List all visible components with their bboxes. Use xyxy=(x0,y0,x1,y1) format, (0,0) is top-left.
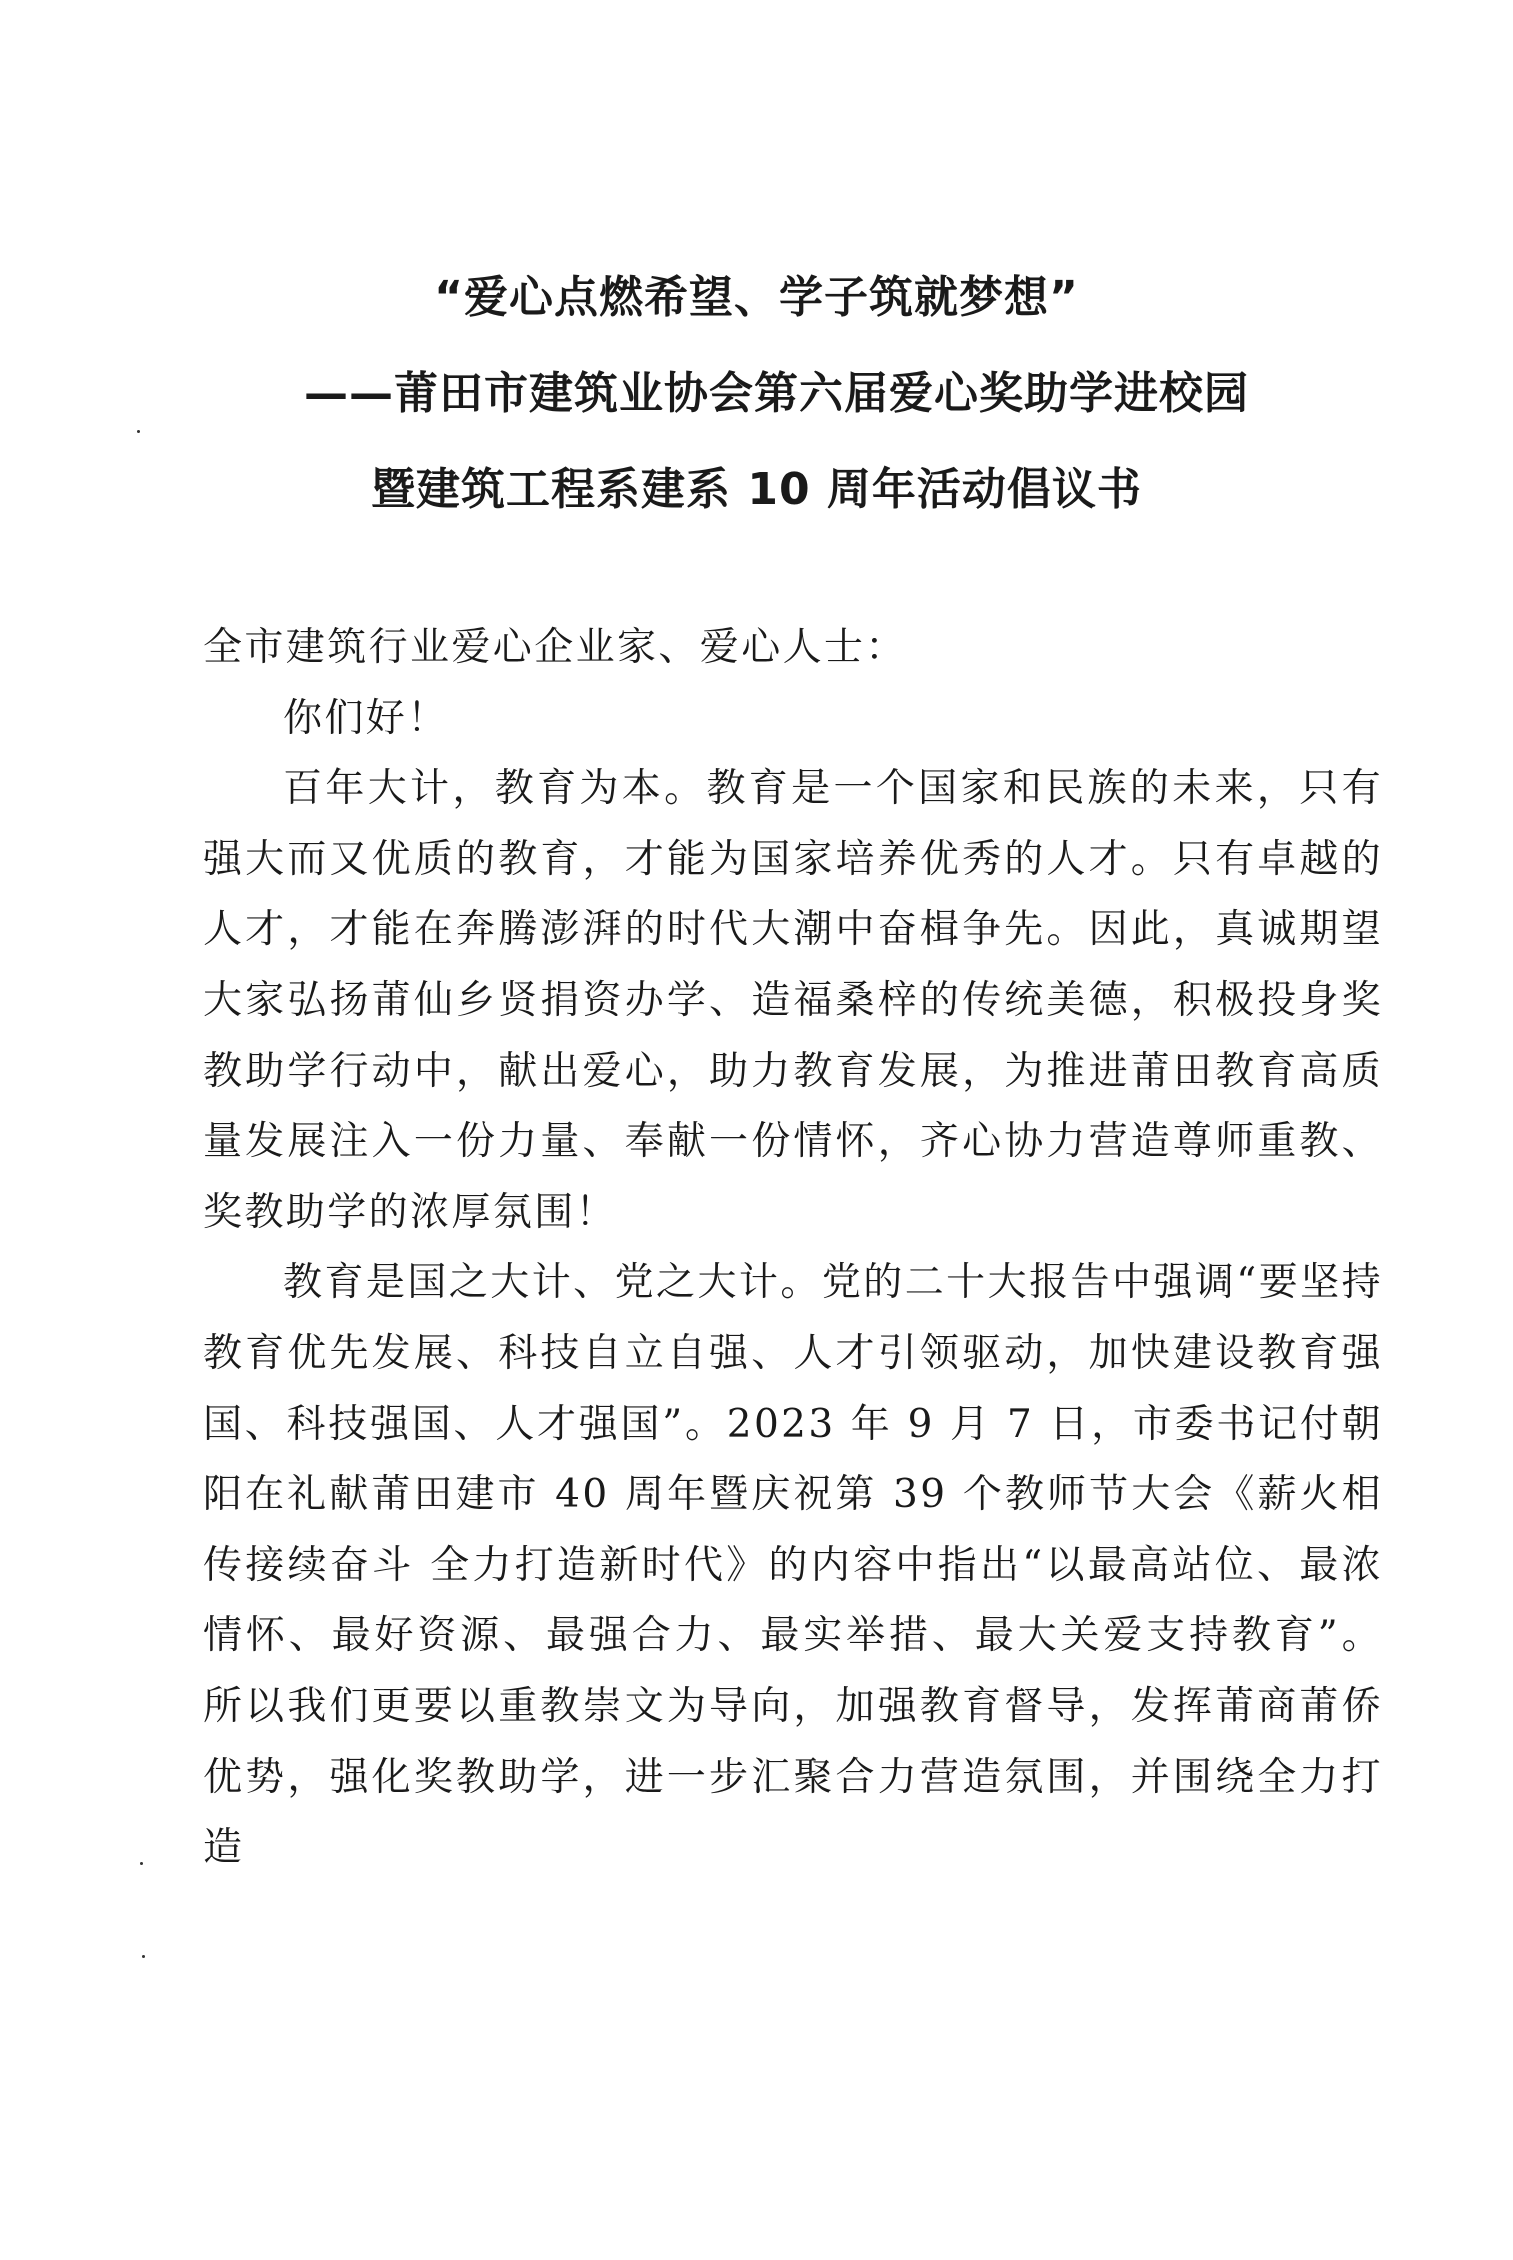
title-line-2: ——莆田市建筑业协会第六届爱心奖助学进校园 xyxy=(304,368,1249,419)
scan-speck xyxy=(137,430,140,433)
salutation: 全市建筑行业爱心企业家、爱心人士： xyxy=(203,625,907,670)
paragraph-1: 百年大计，教育为本。教育是一个国家和民族的未来，只有强大而又优质的教育，才能为国家培养优秀的人才。只有卓越的人才，才能在奔腾澎湃的时代大潮中奋楫争先。因此，真诚期望大家弘扬莆仙乡贤捐资办学、造福桑梓的传统美德，积极投身奖教助学行动中，献出爱心，助力教育发展，为推进莆田教育高质量发展注入一份力量、奉献一份情怀，齐心协力营造尊师重教、奖教助学的浓厚氛围！ xyxy=(203,766,1383,1235)
title-line-3: 暨建筑工程系建系 10 周年活动倡议书 xyxy=(371,464,1142,515)
greeting: 你们好！ xyxy=(283,695,449,741)
paragraph-2: 教育是国之大计、党之大计。党的二十大报告中强调“要坚持教育优先发展、科技自立自强、人才引领驱动，加快建设教育强国、科技强国、人才强国”。2023 年 9 月 7 日，市委书记付朝阳在礼献莆田建市 40 周年暨庆祝第 39 个教师节大会《薪火相传接续奋斗 全力打造新时代》的内容中指出“以最高站位、最浓情怀、最好资源、最强合力、最实举措、最大关爱支持教育”。所以我们更要以重教崇文为导向，加强教育督导，发挥莆商莆侨优势，强化奖教助学，进一步汇聚合力营造氛围，并围绕全力打造 xyxy=(203,1260,1383,1871)
scan-speck xyxy=(140,1862,143,1865)
title-line-1: “爱心点燃希望、学子筑就梦想” xyxy=(434,272,1079,323)
document-body xyxy=(203,613,1383,1884)
document-title xyxy=(0,250,1513,538)
scan-speck xyxy=(142,1955,145,1958)
